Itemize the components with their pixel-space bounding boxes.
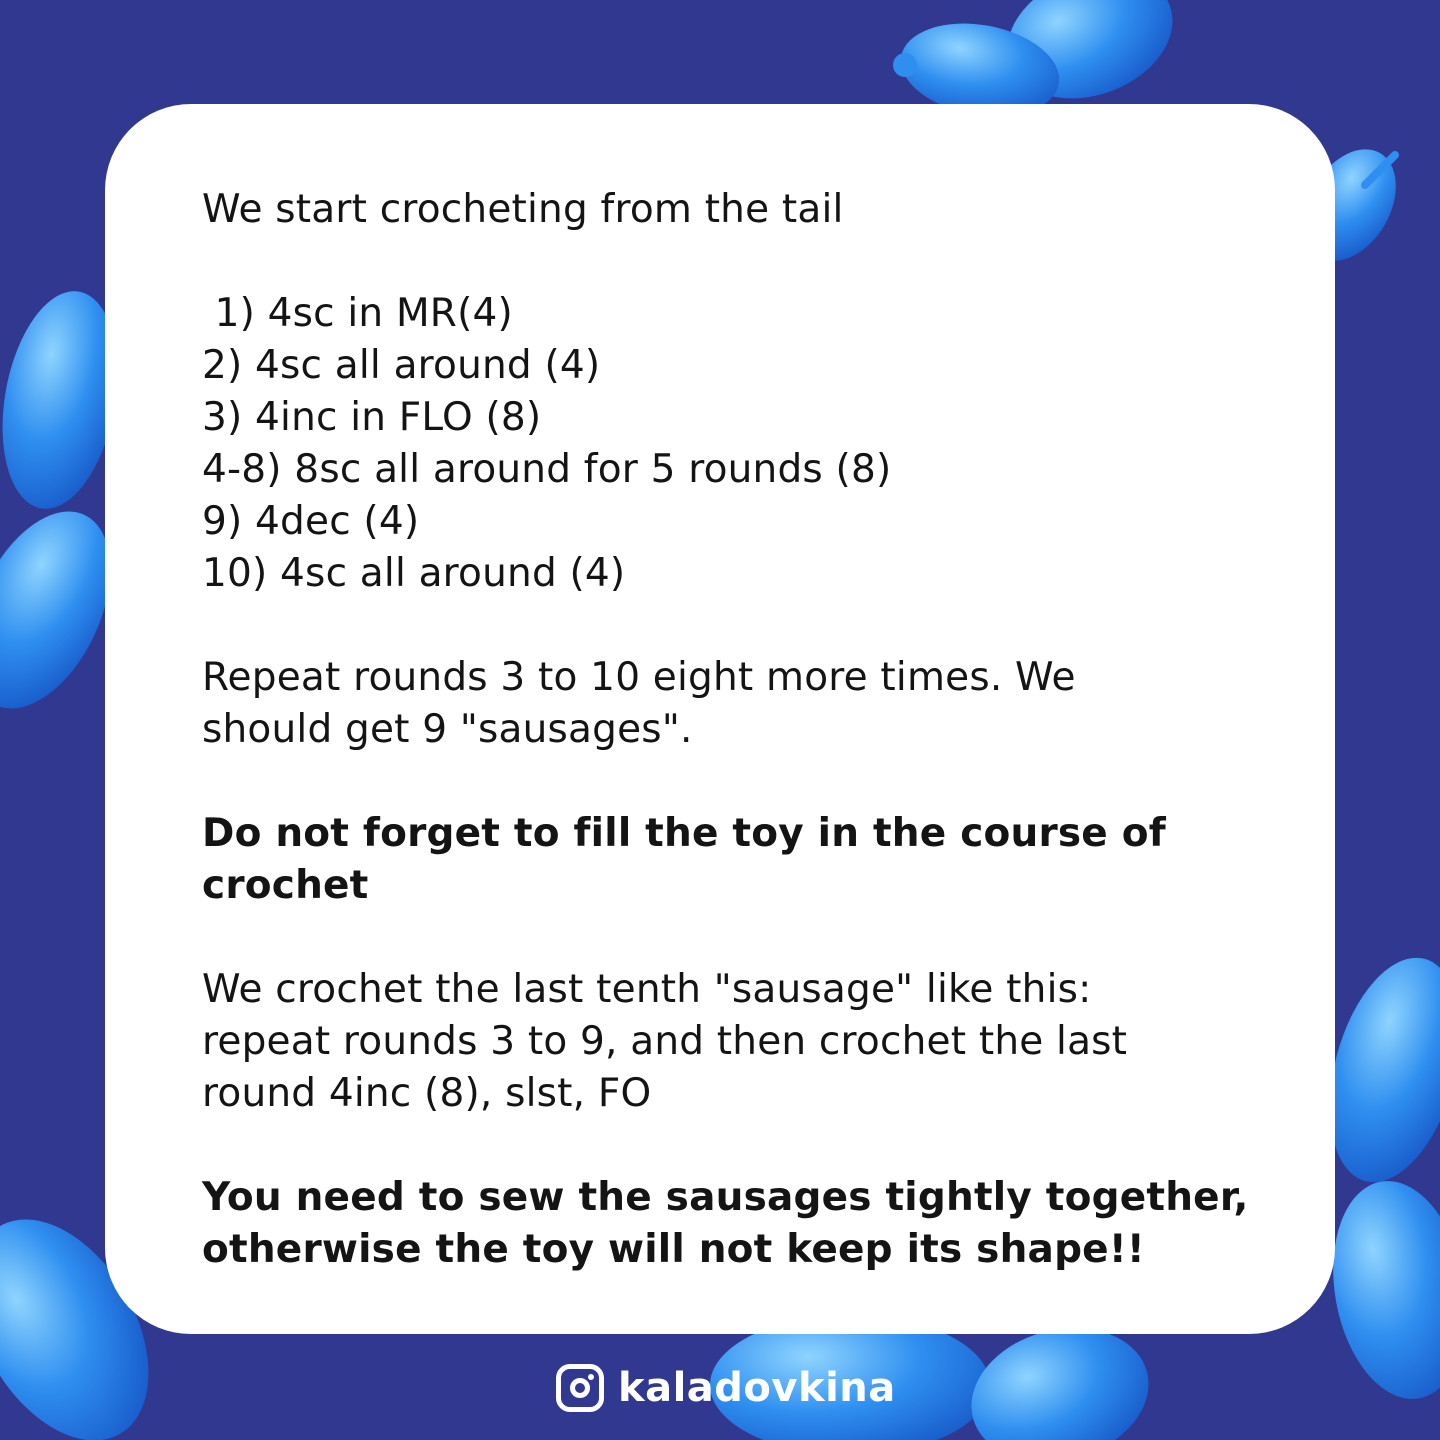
instagram-icon xyxy=(556,1364,604,1412)
last-sausage-line: round 4inc (8), slst, FO xyxy=(202,1071,652,1116)
repeat-line: should get 9 "sausages". xyxy=(202,707,693,752)
round-item: 4-8) 8sc all around for 5 rounds (8) xyxy=(202,447,892,492)
pattern-text xyxy=(202,184,1282,1276)
round-item: 3) 4inc in FLO (8) xyxy=(202,395,542,440)
last-sausage-line: repeat rounds 3 to 9, and then crochet the last xyxy=(202,1019,1128,1064)
balloon-shape xyxy=(1317,1170,1440,1409)
sew-warning: You need to sew the sausages tightly together, xyxy=(202,1175,1249,1220)
round-item: 10) 4sc all around (4) xyxy=(202,551,626,596)
brand-name: kaladovkina xyxy=(618,1365,896,1411)
last-sausage-line: We crochet the last tenth "sausage" like this: xyxy=(202,967,1092,1012)
repeat-line: Repeat rounds 3 to 10 eight more times. We xyxy=(202,655,1076,700)
intro-line: We start crocheting from the tail xyxy=(202,187,844,232)
sew-warning: otherwise the toy will not keep its shape!! xyxy=(202,1227,1145,1272)
brand-handle[interactable] xyxy=(556,1362,896,1414)
fill-reminder: crochet xyxy=(202,863,369,908)
fill-reminder: Do not forget to fill the toy in the course of xyxy=(202,811,1166,856)
round-item: 2) 4sc all around (4) xyxy=(202,343,601,388)
round-item: 9) 4dec (4) xyxy=(202,499,420,544)
round-item: 1) 4sc in MR(4) xyxy=(202,291,513,336)
